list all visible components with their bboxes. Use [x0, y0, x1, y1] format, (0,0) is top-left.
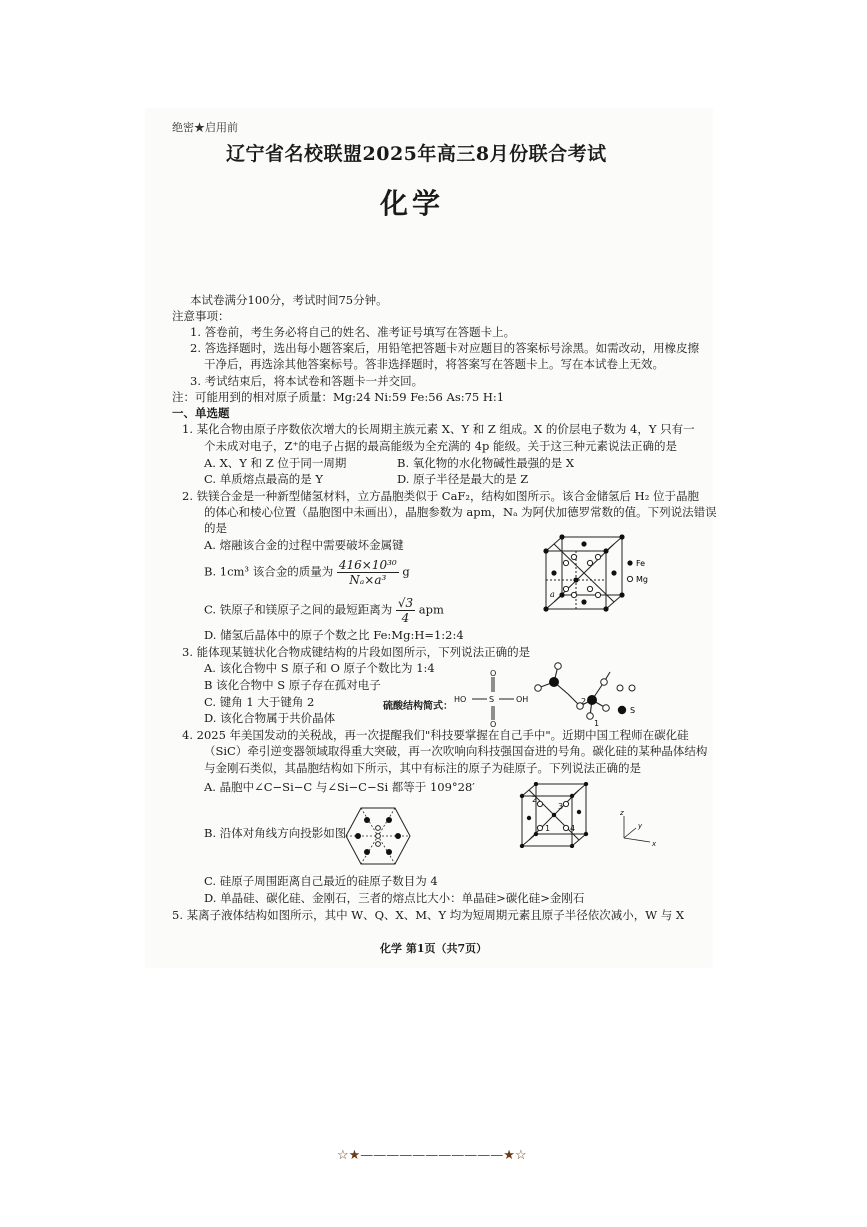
- q2-option-b: [204, 558, 410, 587]
- q4-option-c: C. 硅原子周围距离自己最近的硅原子数目为 4: [204, 874, 438, 888]
- notice-item: 3. 考试结束后，将本试卷和答题卡一并交回。: [190, 374, 424, 388]
- notice-item: 1. 答卷前，考生务必将自己的姓名、准考证号填写在答题卡上。: [190, 325, 516, 339]
- fe-legend-label: Fe: [636, 559, 646, 568]
- q2-fraction: [396, 596, 415, 625]
- notice-item: 2. 答选择题时，选出每小题答案后，用铅笔把答题卡对应题目的答案标号涂黑。如需改动，用橡皮擦: [190, 341, 700, 355]
- angle-label: 2: [581, 697, 587, 706]
- cell-parameter-label: a: [550, 590, 555, 599]
- s-legend-label: S: [630, 706, 636, 715]
- mg-legend-dot: [627, 576, 632, 581]
- fraction-denominator: 4: [401, 611, 410, 625]
- score-time-note: 本试卷满分100分，考试时间75分钟。: [190, 293, 388, 307]
- fe-mg-crystal-figure: [538, 533, 658, 613]
- oxygen-bottom: O: [490, 720, 497, 728]
- q3-option-c: C. 键角 1 大于键角 2: [204, 695, 315, 709]
- si-atom-label: 1: [545, 824, 551, 833]
- fraction-numerator: √3: [397, 596, 414, 610]
- q4-option-d: D. 单晶硅、碳化硅、金刚石，三者的熔点比大小：单晶硅>碳化硅>金刚石: [204, 891, 585, 905]
- q3-option-b: B 该化合物中 S 原子存在孤对电子: [204, 678, 381, 692]
- q2-option-a: A. 熔融该合金的过程中需要破坏金属键: [204, 538, 404, 552]
- hydroxyl-right: OH: [516, 695, 529, 704]
- q1-option-d: D. 原子半径是最大的是 Z: [397, 472, 529, 486]
- axis-z-label: z: [620, 809, 624, 817]
- q4-option-b: B. 沿体对角线方向投影如图: [204, 826, 347, 840]
- q3-option-a: A. 该化合物中 S 原子和 O 原子个数比为 1:4: [204, 661, 435, 675]
- q5-stem: 5. 某离子液体结构如图所示，其中 W、Q、X、M、Y 均为短周期元素且原子半径依次减小，W 与 X: [172, 908, 685, 922]
- q2-option-c-text: C. 铁原子和镁原子之间的最短距离为: [204, 602, 393, 617]
- mg-legend-label: Mg: [636, 575, 648, 584]
- axis-x-label: x: [652, 840, 657, 848]
- q1-option-c: C. 单质熔点最高的是 Y: [204, 472, 323, 486]
- sulfuric-acid-structure: [454, 670, 534, 728]
- q2-stem: 的体心和棱心位置（晶胞图中未画出），晶胞参数为 apm，Nₐ 为阿伏加德罗常数的值。下列说法错误: [204, 505, 717, 519]
- notice-item: 干净后，再选涂其他答案标号。答非选择题时，将答案写在答题卡上。写在本试卷上无效。: [204, 357, 664, 371]
- q2-option-b-text: B. 1cm³ 该合金的质量为: [204, 564, 334, 579]
- angle-label: 1: [594, 719, 600, 728]
- unit-label: apm: [418, 602, 444, 617]
- o-legend-dot: [617, 685, 623, 691]
- footer-decoration: ☆★———————————★☆: [337, 1148, 527, 1163]
- s-legend-dot: [618, 706, 626, 714]
- s-atom: [549, 677, 559, 687]
- o-legend-dot: [629, 685, 635, 691]
- si-atom-label: 4: [570, 824, 576, 833]
- q2-stem: 2. 铁镁合金是一种新型储氢材料，立方晶胞类似于 CaF₂，结构如图所示。该合金储氢后 H₂ 位于晶胞: [182, 489, 699, 503]
- sic-crystal-figure: [518, 782, 664, 848]
- hydroxyl-left: HO: [454, 695, 467, 704]
- fe-legend-dot: [627, 560, 632, 565]
- sulfuric-acid-label: 硫酸结构简式：: [383, 701, 453, 712]
- si-atom-label: 3: [558, 802, 564, 811]
- q2-option-c: [204, 596, 444, 625]
- exam-title: 辽宁省名校联盟2025年高三8月份联合考试: [226, 143, 607, 165]
- q4-stem: （SiC）牵引逆变器领域取得重大突破，再一次吹响向科技强国奋进的号角。碳化硅的某种晶体结构: [204, 744, 708, 758]
- projection-figure: [344, 806, 412, 866]
- subject-title: 化学: [380, 187, 445, 220]
- section-heading: 一、单选题: [172, 406, 230, 420]
- q1-option-b: B. 氧化物的水化物碱性最强的是 X: [397, 456, 575, 470]
- q4-stem: 与金刚石类似，其晶胞结构如下所示，其中有标注的原子为硅原子。下列说法正确的是: [204, 761, 641, 775]
- q3-stem: 3. 能体现某链状化合物成键结构的片段如图所示，下列说法正确的是: [182, 645, 531, 659]
- q3-option-d: D. 该化合物属于共价晶体: [204, 711, 336, 725]
- page-footer: 化学 第1页（共7页）: [380, 942, 488, 955]
- q2-stem: 的是: [204, 521, 227, 535]
- si-atom-label: 2: [532, 795, 538, 804]
- atomic-mass-note: 注：可能用到的相对原子质量：Mg:24 Ni:59 Fe:56 As:75 H:1: [172, 390, 505, 404]
- chain-fragment-figure: [530, 660, 650, 728]
- q1-stem: 个未成对电子，Z⁺的电子占据的最高能级为全充满的 4p 能级。关于这三种元素说法正确的是: [204, 439, 678, 453]
- notice-title: 注意事项：: [172, 309, 230, 323]
- q2-fraction: [337, 558, 399, 587]
- fraction-numerator: 416×10³⁰: [338, 558, 397, 572]
- q4-stem: 4. 2025 年美国发动的关税战，再一次提醒我们"科技要掌握在自己手中"。近期中国工程师在碳化硅: [182, 728, 689, 742]
- sulfur-center: S: [489, 695, 495, 704]
- s-atom: [587, 695, 597, 705]
- axis-y-label: y: [638, 822, 643, 830]
- q2-option-d: D. 储氢后晶体中的原子个数之比 Fe:Mg:H=1:2:4: [204, 628, 464, 642]
- fraction-denominator: Nₐ×a³: [349, 573, 387, 587]
- q1-stem: 1. 某化合物由原子序数依次增大的长周期主族元素 X、Y 和 Z 组成。X 的价层电子数为 4，Y 只有一: [182, 422, 695, 436]
- secret-mark: 绝密★启用前: [172, 121, 238, 134]
- oxygen-top: O: [490, 670, 497, 678]
- q4-option-a: A. 晶胞中∠C−Si−C 与∠Si−C−Si 都等于 109°28′: [204, 780, 475, 794]
- q1-option-a: A. X、Y 和 Z 位于同一周期: [204, 456, 347, 470]
- unit-label: g: [402, 564, 410, 579]
